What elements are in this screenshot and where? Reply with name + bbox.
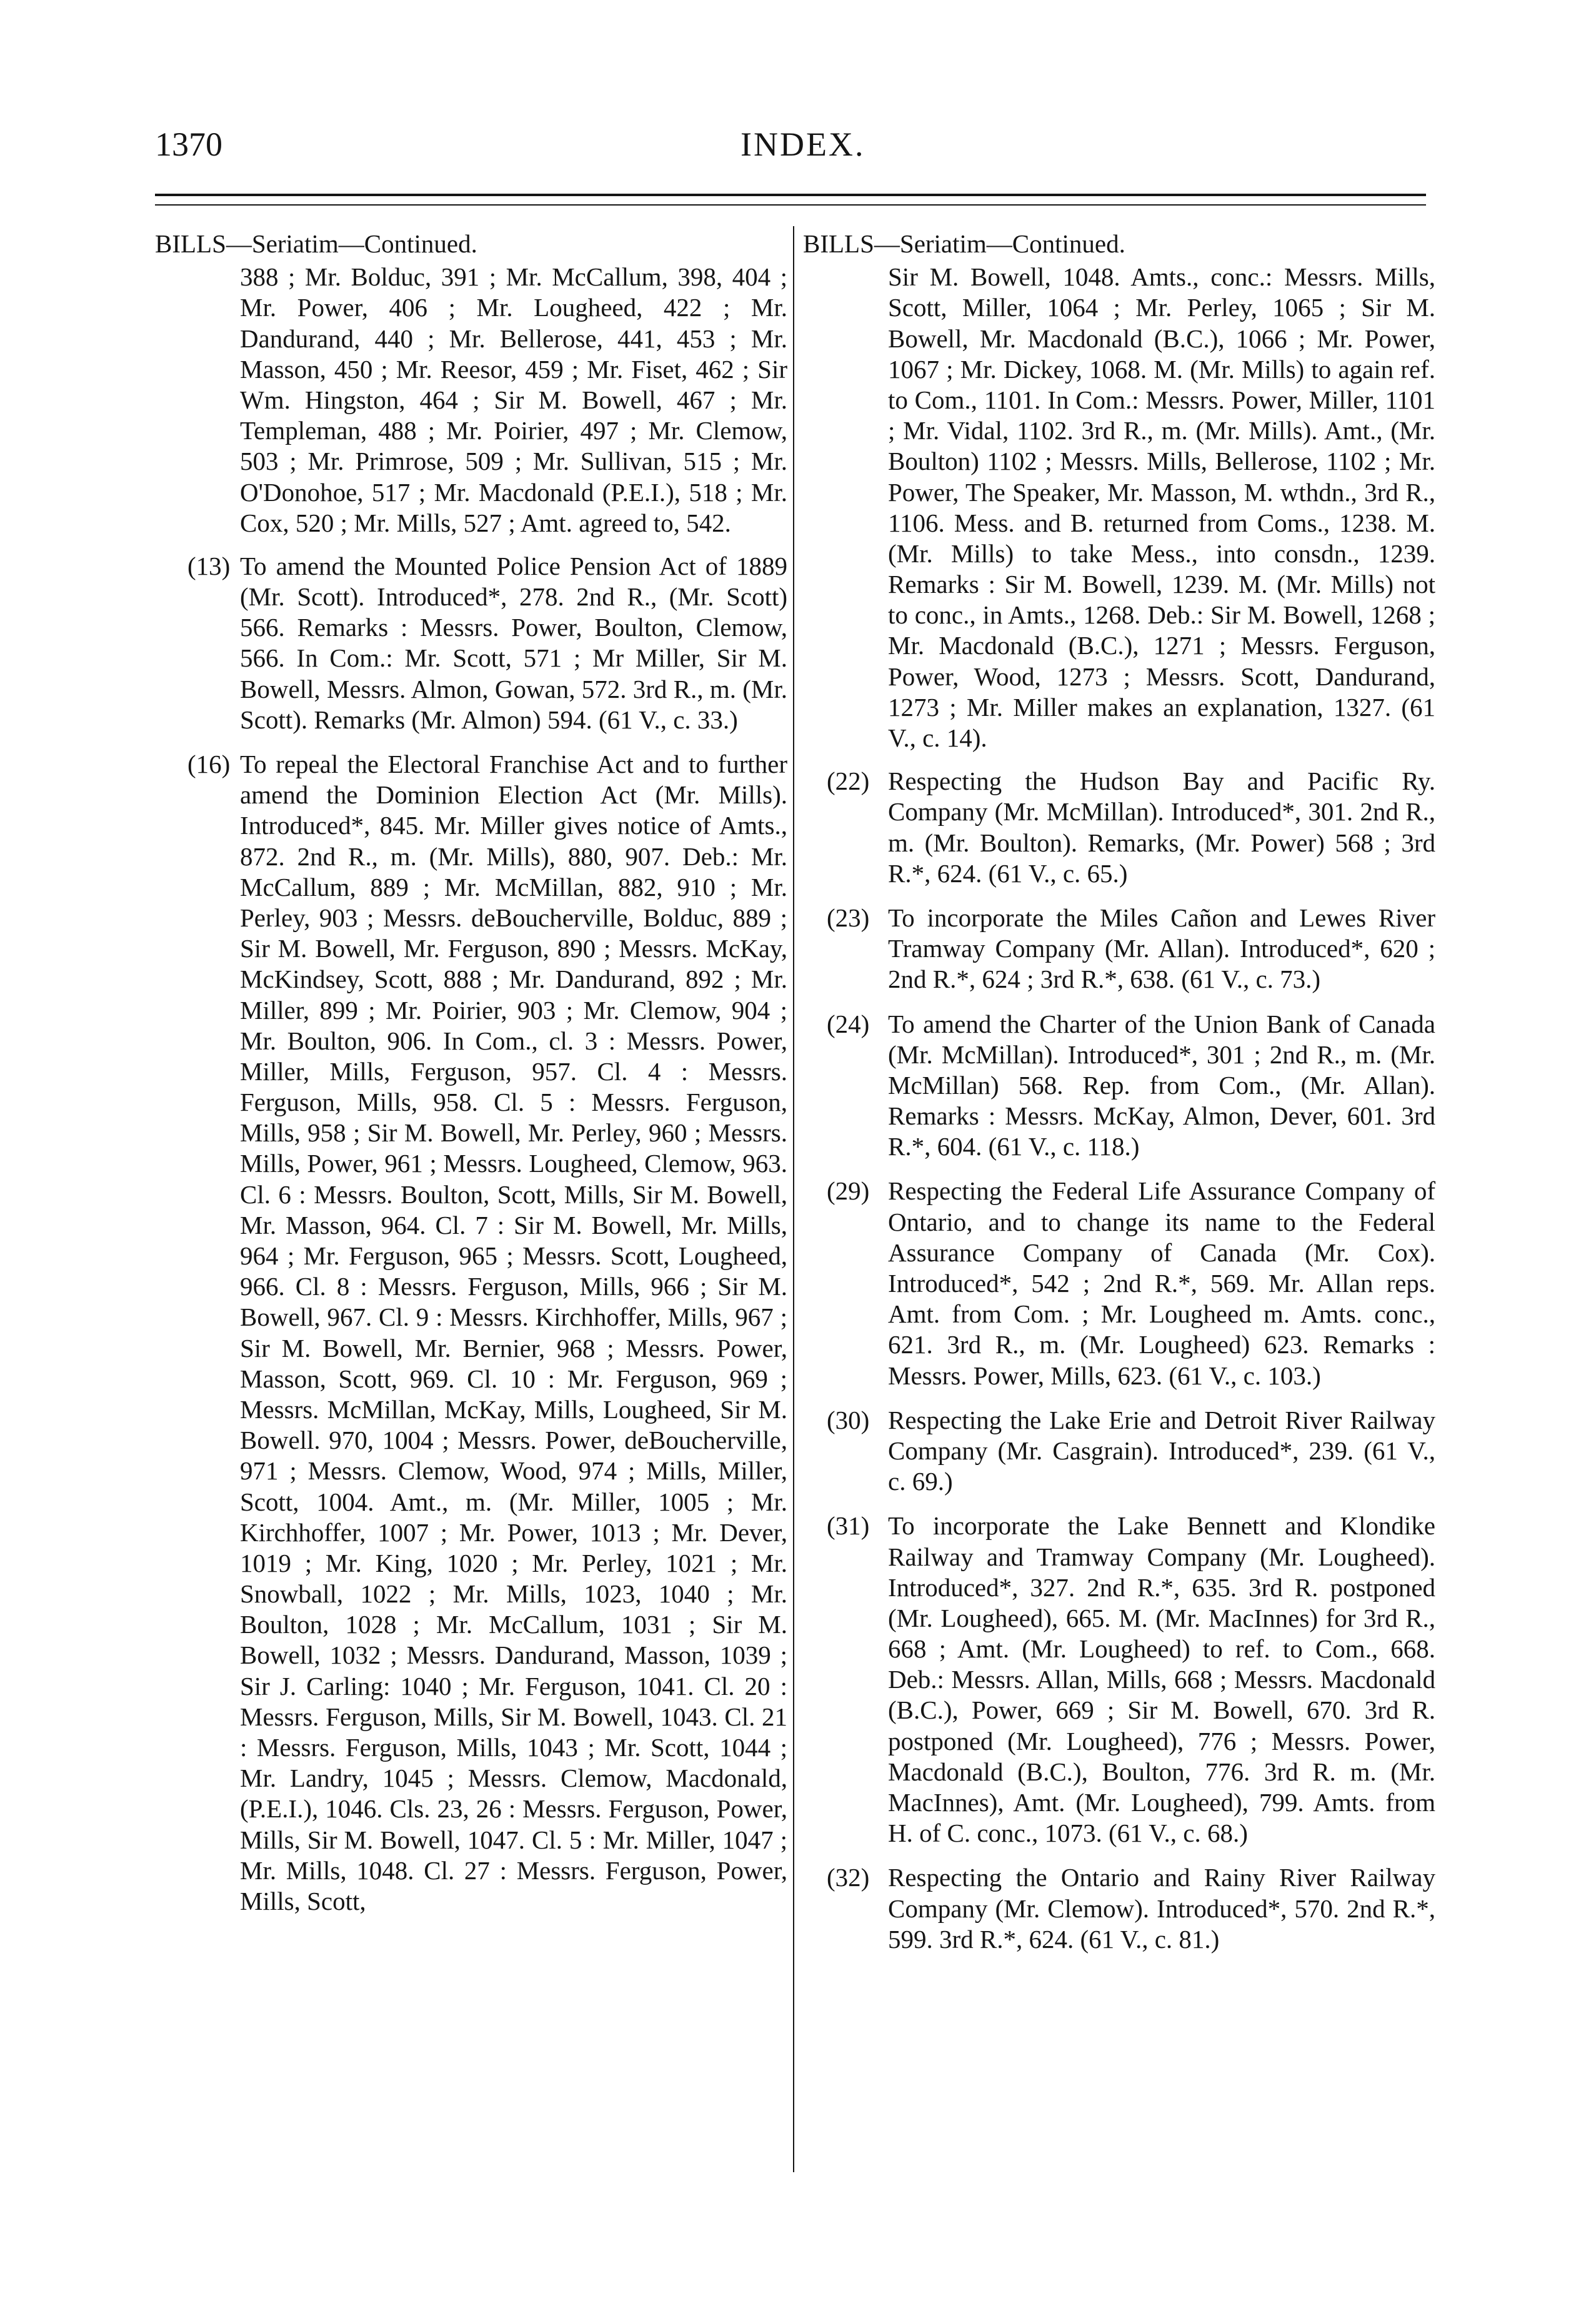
entry-text: To incorporate the Lake Bennett and Klondike Railway and Tramway Company (Mr. Lougheed). Introduced*, 327. 2nd R.*, 635. 3rd R. postponed (Mr. Lougheed), 665. M. (Mr. MacInnes) for 3rd R., 668 ; Amt. (Mr. Lougheed) to ref. to Com., 668. Deb.: Messrs. Allan, Mills, 668 ; Messrs. Macdonald (B.C.), Power, 669 ; Sir M. Bowell, 670. 3rd R. postponed (Mr. Lougheed), 776 ; Messrs. Power, Macdonald (B.C.), Boulton, 776. 3rd R. m. (Mr. MacInnes), Amt. (Mr. Lougheed), 799. Amts. from H. of C. conc., 1073. (61 V., c. 68.) xyxy=(888,1511,1435,1848)
entry-text: Respecting the Federal Life Assurance Company of Ontario, and to change its name to the Federal Assurance Company of Canada (Mr. Cox). Introduced*, 542 ; 2nd R.*, 569. Mr. Allan reps. Amt. from Com. ; Mr. Lougheed m. Amts. conc., 621. 3rd R., m. (Mr. Lougheed) 623. Remarks : Messrs. Power, Mills, 623. (61 V., c. 103.) xyxy=(888,1176,1435,1390)
entry-number: (30) xyxy=(827,1405,870,1434)
index-entry xyxy=(803,1176,1435,1391)
index-entry xyxy=(803,1009,1435,1163)
entry-text: Respecting the Lake Erie and Detroit River Railway Company (Mr. Casgrain). Introduced*, 239. (61 V., c. 69.) xyxy=(888,1405,1435,1496)
entry-number: (24) xyxy=(827,1009,870,1038)
continued-entry-text: 388 ; Mr. Bolduc, 391 ; Mr. McCallum, 398, 404 ; Mr. Power, 406 ; Mr. Lougheed, 422 ; Mr. Dandurand, 440 ; Mr. Bellerose, 441, 453 ; Mr. Masson, 450 ; Mr. Reesor, 459 ; Mr. Fiset, 462 ; Sir Wm. Hingston, 464 ; Sir M. Bowell, 467 ; Mr. Templeman, 488 ; Mr. Poirier, 497 ; Mr. Clemow, 503 ; Mr. Primrose, 509 ; Mr. Sullivan, 515 ; Mr. O'Donohoe, 517 ; Mr. Macdonald (P.E.I.), 518 ; Mr. Cox, 520 ; Mr. Mills, 527 ; Amt. agreed to, 542. xyxy=(240,262,787,537)
entry-number: (31) xyxy=(827,1511,870,1541)
page-title: INDEX. xyxy=(741,126,865,163)
column-divider xyxy=(793,226,794,2172)
entry-text: To amend the Mounted Police Pension Act of 1889 (Mr. Scott). Introduced*, 278. 2nd R., (Mr. Scott) 566. Remarks : Messrs. Power, Boulton, Clemow, 566. In Com.: Mr. Scott, 571 ; Mr Miller, Sir M. Bowell, Messrs. Almon, Gowan, 572. 3rd R., m. (Mr. Scott). Remarks (Mr. Almon) 594. (61 V., c. 33.) xyxy=(240,551,787,734)
entry-number: (32) xyxy=(827,1863,870,1892)
index-entry xyxy=(803,1405,1435,1497)
entry-text: To repeal the Electoral Franchise Act and to further amend the Dominion Election Act (Mr. Mills). Introduced*, 845. Mr. Miller gives notice of Amts., 872. 2nd R., m. (Mr. Mills), 880, 907. Deb.: Mr. McCallum, 889 ; Mr. McMillan, 882, 910 ; Mr. Perley, 903 ; Messrs. deBoucherville, Bolduc, 889 ; Sir M. Bowell, Mr. Ferguson, 890 ; Messrs. McKay, McKindsey, Scott, 888 ; Mr. Dandurand, 892 ; Mr. Miller, 899 ; Mr. Poirier, 903 ; Mr. Clemow, 904 ; Mr. Boulton, 906. In Com., cl. 3 : Messrs. Power, Miller, Mills, Ferguson, 957. Cl. 4 : Messrs. Ferguson, Mills, 958. Cl. 5 : Messrs. Ferguson, Mills, 958 ; Sir M. Bowell, Mr. Perley, 960 ; Messrs. Mills, Power, 961 ; Messrs. Lougheed, Clemow, 963. Cl. 6 : Messrs. Boulton, Scott, Mills, Sir M. Bowell, Mr. Masson, 964. Cl. 7 : Sir M. Bowell, Mr. Mills, 964 ; Mr. Ferguson, 965 ; Messrs. Scott, Lougheed, 966. Cl. 8 : Messrs. Ferguson, Mills, 966 ; Sir M. Bowell, 967. Cl. 9 : Messrs. Kirchhoffer, Mills, 967 ; Sir M. Bowell, Mr. Bernier, 968 ; Messrs. Power, Masson, Scott, 969. Cl. 10 : Mr. Ferguson, 969 ; Messrs. McMillan, McKay, Mills, Lougheed, Sir M. Bowell. 970, 1004 ; Messrs. Power, deBoucherville, 971 ; Messrs. Clemow, Wood, 974 ; Mills, Miller, Scott, 1004. Amt., m. (Mr. Miller, 1005 ; Mr. Kirchhoffer, 1007 ; Mr. Power, 1013 ; Mr. Dever, 1019 ; Mr. King, 1020 ; Mr. Perley, 1021 ; Mr. Snowball, 1022 ; Mr. Mills, 1023, 1040 ; Mr. Boulton, 1028 ; Mr. McCallum, 1031 ; Sir M. Bowell, 1032 ; Messrs. Dandurand, Masson, 1039 ; Sir J. Carling: 1040 ; Mr. Ferguson, 1041. Cl. 20 : Messrs. Ferguson, Mills, Sir M. Bowell, 1043. Cl. 21 : Messrs. Ferguson, Mills, 1043 ; Mr. Scott, 1044 ; Mr. Landry, 1045 ; Messrs. Clemow, Macdonald, (P.E.I.), 1046. Cls. 23, 26 : Messrs. Ferguson, Power, Mills, Sir M. Bowell, 1047. Cl. 5 : Mr. Miller, 1047 ; Mr. Mills, 1048. Cl. 27 : Messrs. Ferguson, Power, Mills, Scott, xyxy=(240,750,787,1915)
section-heading: BILLS—Seriatim—Continued. xyxy=(803,229,1125,258)
index-entry xyxy=(803,1511,1435,1849)
entry-number: (16) xyxy=(187,750,231,778)
section-heading: BILLS—Seriatim—Continued. xyxy=(155,229,477,258)
entry-number: (13) xyxy=(187,551,231,580)
index-entry xyxy=(803,1862,1435,1955)
entry-number: (29) xyxy=(827,1176,870,1206)
header-rule-thin xyxy=(155,204,1426,206)
index-entry xyxy=(155,551,787,735)
right-column xyxy=(803,229,1435,1969)
header-rule-thick xyxy=(155,194,1426,196)
entry-text: To incorporate the Miles Cañon and Lewes River Tramway Company (Mr. Allan). Introduced*, 620 ; 2nd R.*, 624 ; 3rd R.*, 638. (61 V., c. 73.) xyxy=(888,903,1435,994)
entry-number: (23) xyxy=(827,903,870,932)
entry-number: (22) xyxy=(827,767,870,796)
continued-entry-text: Sir M. Bowell, 1048. Amts., conc.: Messrs. Mills, Scott, Miller, 1064 ; Mr. Perley, 1065 ; Sir M. Bowell, Mr. Macdonald (B.C.), 1066 ; Mr. Power, 1067 ; Mr. Dickey, 1068. M. (Mr. Mills) to again ref. to Com., 1101. In Com.: Messrs. Power, Miller, 1101 ; Mr. Vidal, 1102. 3rd R., m. (Mr. Mills). Amt., (Mr. Boulton) 1102 ; Messrs. Mills, Bellerose, 1102 ; Mr. Power, The Speaker, Mr. Masson, M. wthdn., 3rd R., 1106. Mess. and B. returned from Coms., 1238. M. (Mr. Mills) to take Mess., into consdn., 1239. Remarks : Sir M. Bowell, 1239. M. (Mr. Mills) not to conc., in Amts., 1268. Deb.: Sir M. Bowell, 1268 ; Mr. Macdonald (B.C.), 1271 ; Messrs. Ferguson, Power, Wood, 1273 ; Messrs. Scott, Dandurand, 1273 ; Mr. Miller makes an explanation, 1327. (61 V., c. 14). xyxy=(888,262,1435,752)
left-column xyxy=(155,229,787,1930)
index-entry xyxy=(155,749,787,1917)
page-number: 1370 xyxy=(155,126,222,163)
index-entry xyxy=(803,766,1435,889)
index-entry xyxy=(803,903,1435,995)
entry-text: Respecting the Ontario and Rainy River Railway Company (Mr. Clemow). Introduced*, 570. 2nd R.*, 599. 3rd R.*, 624. (61 V., c. 81.) xyxy=(888,1863,1435,1954)
entry-text: Respecting the Hudson Bay and Pacific Ry. Company (Mr. McMillan). Introduced*, 301. 2nd R., m. (Mr. Boulton). Remarks, (Mr. Power) 568 ; 3rd R.*, 624. (61 V., c. 65.) xyxy=(888,767,1435,888)
entry-text: To amend the Charter of the Union Bank of Canada (Mr. McMillan). Introduced*, 301 ; 2nd R., m. (Mr. McMillan) 568. Rep. from Com., (Mr. Allan). Remarks : Messrs. McKay, Almon, Dever, 601. 3rd R.*, 604. (61 V., c. 118.) xyxy=(888,1009,1435,1161)
